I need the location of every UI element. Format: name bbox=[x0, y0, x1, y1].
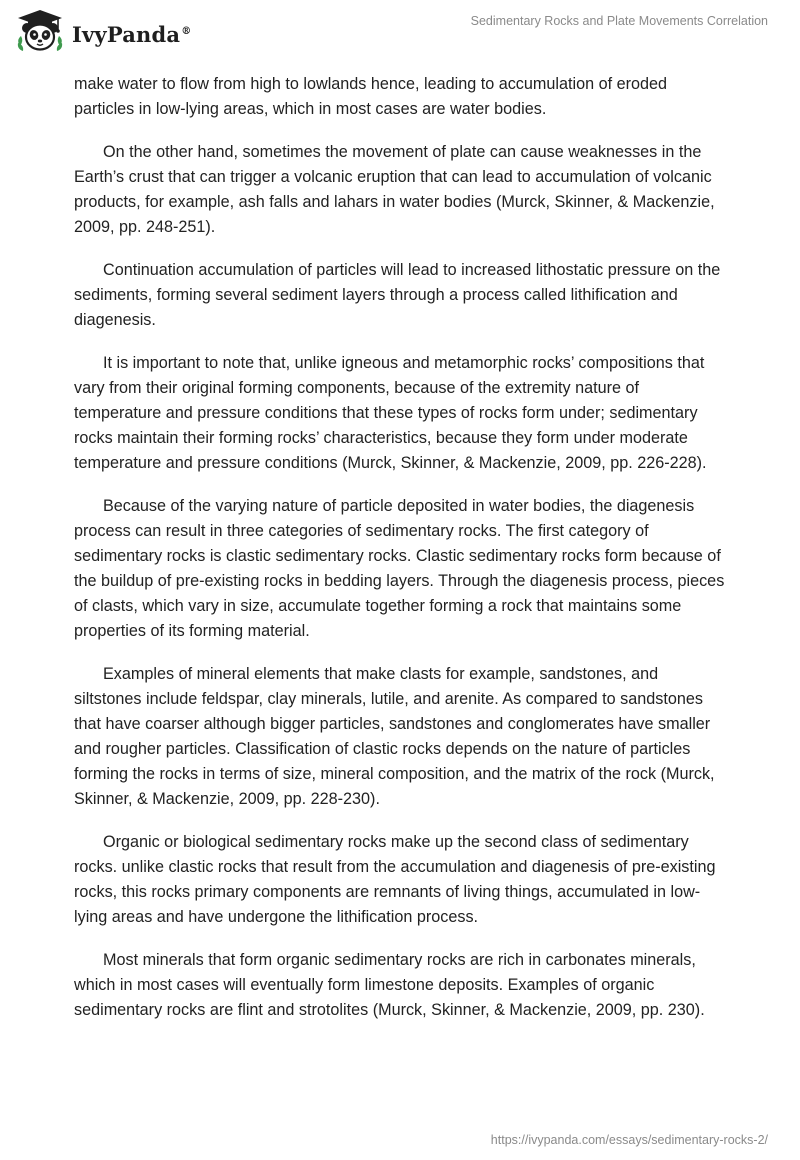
paragraph-7: Organic or biological sedimentary rocks make up the second class of sedimentary rocks. unlike clastic rocks that result from the accumulation and diagenesis of pre-existing rocks, this rocks primary components are remnants of living things, accumulated in low-lying areas and have undergone the lithification process. bbox=[74, 833, 716, 926]
paragraph-2: On the other hand, sometimes the movement of plate can cause weaknesses in the Earth’s crust that can trigger a volcanic eruption that can lead to accumulation of volcanic products, for example, ash falls and lahars in water bodies (Murck, Skinner, & Mackenzie, 2009, pp. 248-251). bbox=[74, 143, 715, 236]
registered-mark: ® bbox=[181, 25, 192, 37]
document-title: Sedimentary Rocks and Plate Movements Correlation bbox=[470, 14, 768, 28]
page-header bbox=[0, 0, 800, 60]
brand-name-text: IvyPanda bbox=[72, 21, 181, 47]
essay-body bbox=[74, 72, 726, 1041]
ivypanda-logo[interactable] bbox=[14, 8, 204, 54]
panda-graduate-icon bbox=[14, 8, 66, 54]
paragraph-5: Because of the varying nature of particle deposited in water bodies, the diagenesis process can result in three categories of sedimentary rocks. The first category of sedimentary rocks is clastic sedimentary rocks. Clastic sedimentary rocks form because of the buildup of pre-existing rocks in bedding layers. Through the diagenesis process, pieces of clasts, which vary in size, accumulate together forming a rock that maintains some properties of its forming material. bbox=[74, 497, 725, 640]
paragraph-1: make water to flow from high to lowlands hence, leading to accumulation of eroded particles in low-lying areas, which in most cases are water bodies. bbox=[74, 75, 667, 118]
paragraph-6: Examples of mineral elements that make clasts for example, sandstones, and siltstones include feldspar, clay minerals, lutile, and arenite. As compared to sandstones that have coarser although bigger particles, sandstones and conglomerates have smaller and rougher particles. Classification of clastic rocks depends on the nature of particles forming the rocks in terms of size, mineral composition, and the matrix of the rock (Murck, Skinner, & Mackenzie, 2009, pp. 228-230). bbox=[74, 665, 715, 808]
paragraph-8: Most minerals that form organic sedimentary rocks are rich in carbonates minerals, which in most cases will eventually form limestone deposits. Examples of organic sedimentary rocks are flint and strotolites (Murck, Skinner, & Mackenzie, 2009, pp. 230). bbox=[74, 951, 705, 1019]
brand-name bbox=[72, 22, 191, 47]
source-url-link[interactable]: https://ivypanda.com/essays/sedimentary-rocks-2/ bbox=[490, 1133, 768, 1147]
paragraph-3: Continuation accumulation of particles will lead to increased lithostatic pressure on the sediments, forming several sediment layers through a process called lithification and diagenesis. bbox=[74, 261, 721, 329]
paragraph-4: It is important to note that, unlike igneous and metamorphic rocks’ compositions that vary from their original forming components, because of the extremity nature of temperature and pressure conditions that these types of rocks form under; sedimentary rocks maintain their forming rocks’ characteristics, because they form under moderate temperature and pressure conditions (Murck, Skinner, & Mackenzie, 2009, pp. 226-228). bbox=[74, 354, 707, 472]
